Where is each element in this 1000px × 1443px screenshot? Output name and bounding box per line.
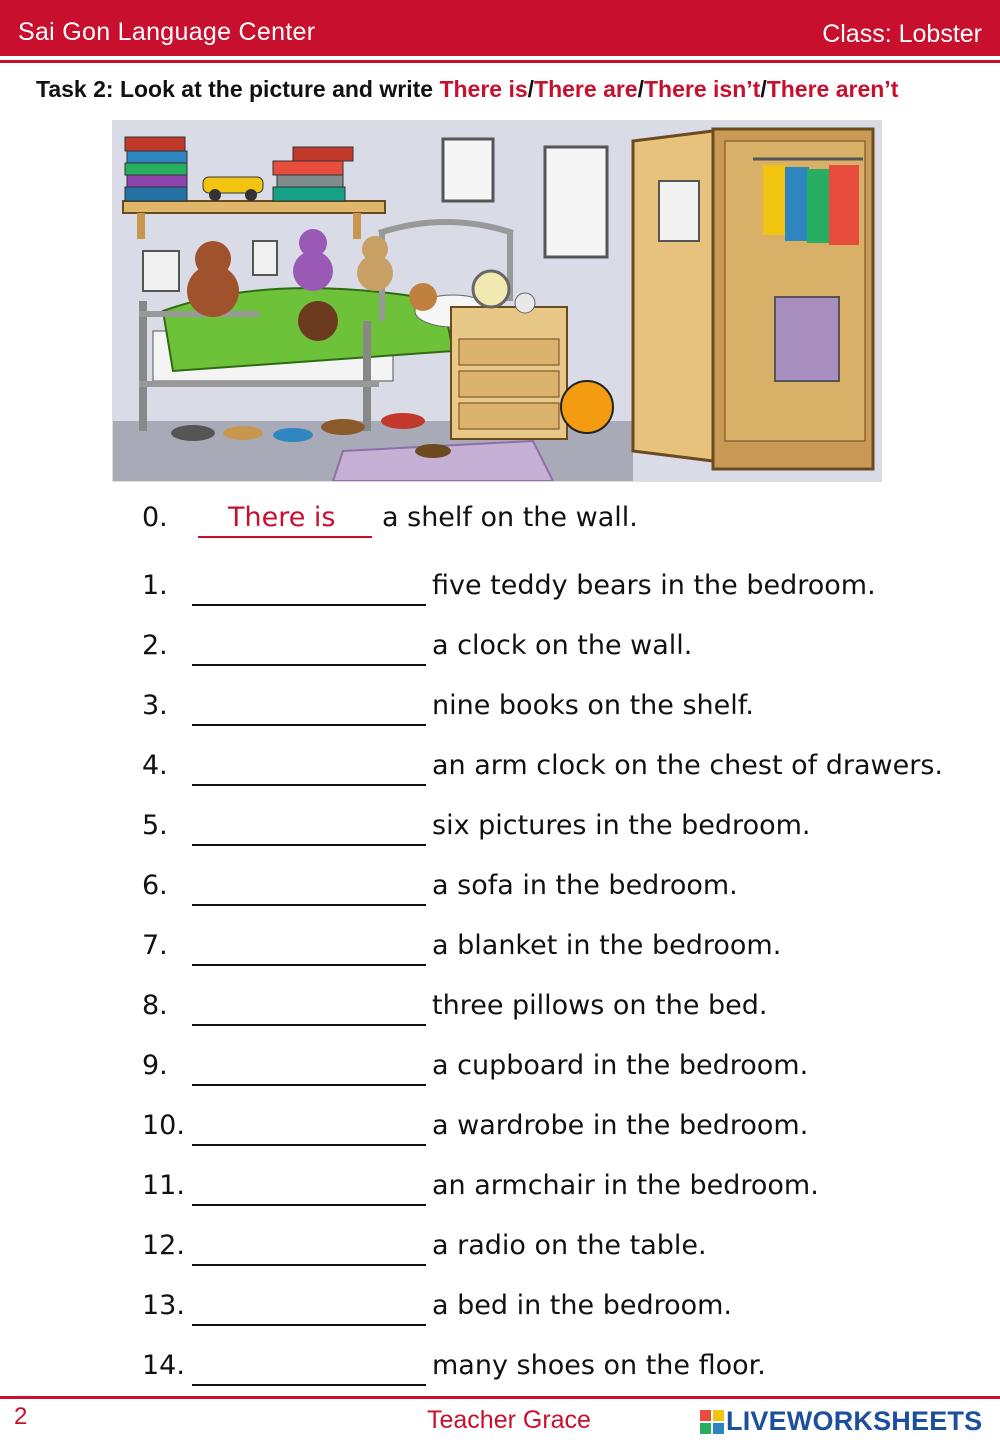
exercise-sentence: many shoes on the floor. [432, 1350, 766, 1381]
answer-blank[interactable] [192, 750, 426, 786]
task-separator: / [637, 76, 644, 102]
exercise-sentence: six pictures in the bedroom. [432, 810, 811, 841]
center-name: Sai Gon Language Center [18, 18, 316, 46]
exercise-number: 7. [142, 930, 168, 961]
exercise-sentence: a blanket in the bedroom. [432, 930, 782, 961]
exercise-number: 9. [142, 1050, 168, 1081]
answer-blank[interactable] [192, 990, 426, 1026]
task-instruction [36, 74, 956, 105]
exercise-sentence: three pillows on the bed. [432, 990, 768, 1021]
exercise-sentence: a shelf on the wall. [382, 502, 638, 533]
exercise-number: 8. [142, 990, 168, 1021]
answer-blank[interactable] [192, 570, 426, 606]
exercise-number: 12. [142, 1230, 185, 1261]
exercise-sentence: nine books on the shelf. [432, 690, 754, 721]
exercise-number: 0. [142, 502, 168, 533]
exercise-number: 3. [142, 690, 168, 721]
task-option-there-isnt: There isn’t [644, 76, 761, 102]
page-header [0, 0, 1000, 56]
exercise-sentence: a cupboard in the bedroom. [432, 1050, 809, 1081]
answer-blank[interactable] [192, 810, 426, 846]
answer-blank[interactable] [192, 1290, 426, 1326]
answer-blank[interactable] [192, 930, 426, 966]
exercise-number: 1. [142, 570, 168, 601]
answer-blank[interactable] [192, 1230, 426, 1266]
exercise-number: 2. [142, 630, 168, 661]
liveworksheets-logo-icon [700, 1410, 724, 1434]
exercise-number: 13. [142, 1290, 185, 1321]
exercise-number: 5. [142, 810, 168, 841]
exercise-sentence: a wardrobe in the bedroom. [432, 1110, 809, 1141]
task-option-there-is: There is [439, 76, 528, 102]
footer-divider [0, 1396, 1000, 1399]
task-option-there-arent: There aren’t [766, 76, 899, 102]
exercise-number: 11. [142, 1170, 185, 1201]
answer-blank[interactable] [192, 870, 426, 906]
exercise-sentence: five teddy bears in the bedroom. [432, 570, 876, 601]
exercise-number: 6. [142, 870, 168, 901]
teacher-name: Teacher Grace [427, 1406, 591, 1434]
brand-name: LIVEWORKSHEETS [726, 1406, 983, 1436]
header-divider [0, 60, 1000, 63]
page-number: 2 [14, 1403, 28, 1430]
exercise-sentence: a bed in the bedroom. [432, 1290, 733, 1321]
exercise-sentence: an arm clock on the chest of drawers. [432, 750, 943, 781]
exercise-sentence: a sofa in the bedroom. [432, 870, 738, 901]
exercise-sentence: an armchair in the bedroom. [432, 1170, 819, 1201]
exercise-number: 14. [142, 1350, 185, 1381]
answer-blank[interactable] [192, 1050, 426, 1086]
answer-blank[interactable] [192, 690, 426, 726]
task-prefix: Task 2: Look at the picture and write [36, 76, 440, 102]
exercise-number: 10. [142, 1110, 185, 1141]
bedroom-picture [112, 120, 882, 482]
exercise-number: 4. [142, 750, 168, 781]
answer-text: There is [228, 502, 336, 533]
exercise-sentence: a radio on the table. [432, 1230, 707, 1261]
task-separator: / [527, 76, 535, 102]
task-option-there-are: There are [534, 76, 638, 102]
answer-blank[interactable] [192, 1170, 426, 1206]
answer-blank[interactable] [192, 1110, 426, 1146]
answer-blank[interactable] [192, 1350, 426, 1386]
answer-blank[interactable] [192, 630, 426, 666]
exercise-sentence: a clock on the wall. [432, 630, 693, 661]
task-separator: / [760, 76, 767, 102]
class-name: Class: Lobster [822, 20, 982, 48]
wardrobe [633, 129, 873, 469]
